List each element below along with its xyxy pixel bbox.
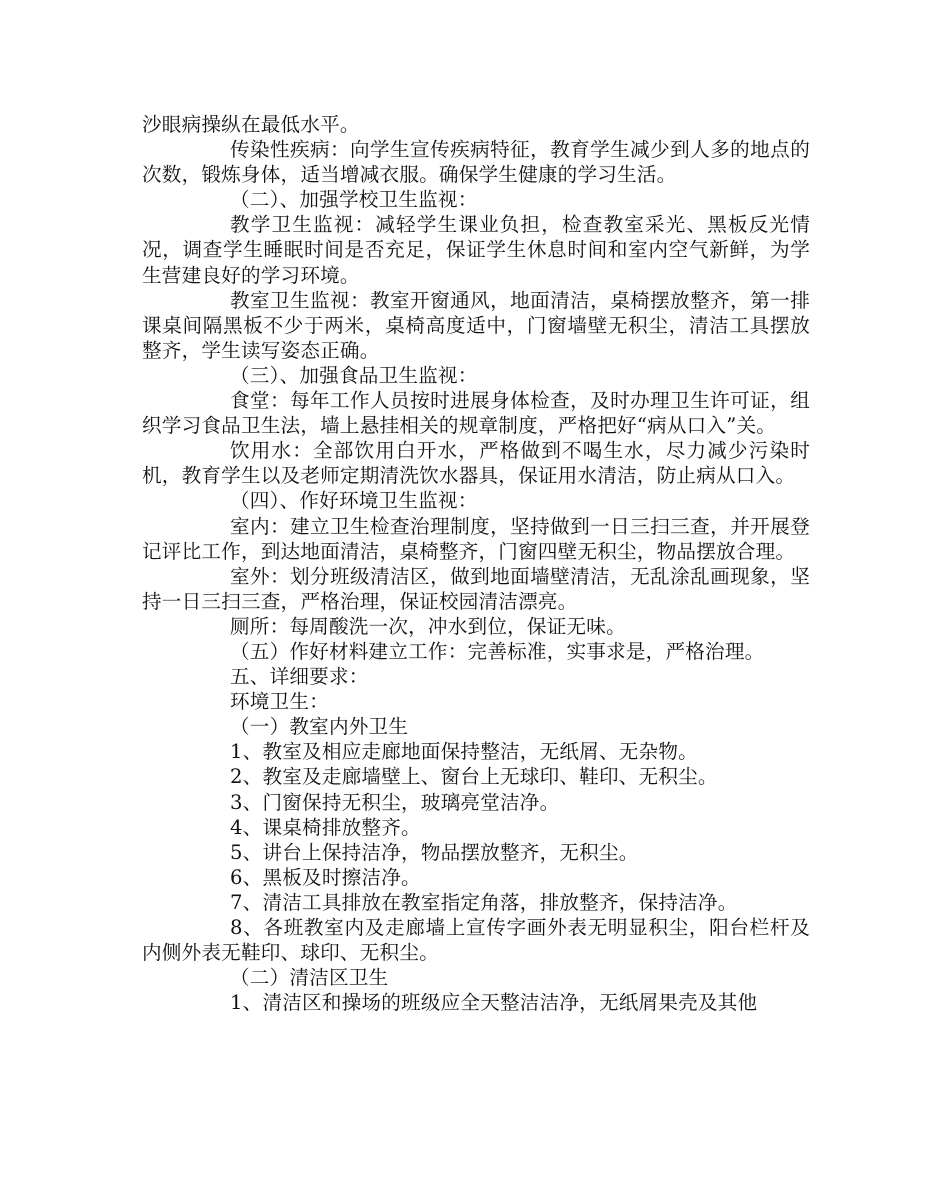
list-item: 6、黑板及时擦洁净。 [230, 865, 421, 889]
section-heading: （四）、作好环境卫生监视： [230, 489, 478, 513]
section-heading: 五、详细要求： [230, 665, 369, 689]
paragraph: 室内：建立卫生检查治理制度，坚持做到一日三扫三查，并开展登记评比工作，到达地面清洁，桌椅整齐，门窗四壁无积尘，物品摆放合理。 [142, 514, 810, 563]
paragraph: 饮用水：全部饮用白开水，严格做到不喝生水，尽力减少污染时机，教育学生以及老师定期清洗饮水器具，保证用水清洁，防止病从口入。 [142, 439, 810, 488]
subsection-heading: 环境卫生： [230, 690, 329, 714]
list-item: 1、教室及相应走廊地面保持整洁，无纸屑、无杂物。 [230, 740, 698, 764]
section-heading: （五）作好材料建立工作：完善标准，实事求是，严格治理。 [230, 639, 765, 663]
list-item: 4、课桌椅排放整齐。 [230, 815, 421, 839]
paragraph: 沙眼病操纵在最低水平。 [142, 113, 360, 136]
list-item: 3、门窗保持无积尘，玻璃亮堂洁净。 [230, 790, 560, 814]
list-item: 2、教室及走廊墙壁上、窗台上无球印、鞋印、无积尘。 [230, 765, 718, 789]
list-item: 1、清洁区和操场的班级应全天整洁洁净，无纸屑果壳及其他 [230, 991, 758, 1015]
paragraph: 厕所：每周酸洗一次，冲水到位，保证无味。 [230, 614, 626, 638]
paragraph: 室外：划分班级清洁区，做到地面墙壁清洁，无乱涂乱画现象，坚持一日三扫三查，严格治理，保证校园清洁漂亮。 [142, 564, 810, 613]
paragraph: 传染性疾病：向学生宣传疾病特征，教育学生减少到人多的地点的次数，锻炼身体，适当增减衣服。确保学生健康的学习生活。 [142, 138, 810, 187]
subsection-heading: （一）教室内外卫生 [230, 715, 409, 739]
list-item: 5、讲台上保持洁净，物品摆放整齐，无积尘。 [230, 840, 639, 864]
paragraph: 教室卫生监视：教室开窗通风，地面清洁，桌椅摆放整齐，第一排课桌间隔黑板不少于两米，桌椅高度适中，门窗墙壁无积尘，清洁工具摆放整齐，学生读写姿态正确。 [142, 288, 810, 362]
list-item: 7、清洁工具排放在教室指定角落，排放整齐，保持洁净。 [230, 890, 738, 914]
list-item: 8、各班教室内及走廊墙上宣传字画外表无明显积尘，阳台栏杆及内侧外表无鞋印、球印、无积尘。 [142, 916, 810, 965]
paragraph: 食堂：每年工作人员按时进展身体检查，及时办理卫生许可证，组织学习食品卫生法，墙上悬挂相关的规章制度，严格把好“病从口入”关。 [142, 389, 810, 438]
section-heading: （三）、加强食品卫生监视： [230, 363, 478, 387]
document-page [142, 112, 810, 1015]
section-heading: （二）、加强学校卫生监视： [230, 188, 478, 212]
subsection-heading: （二）清洁区卫生 [230, 966, 389, 990]
paragraph: 教学卫生监视：减轻学生课业负担，检查教室采光、黑板反光情况，调查学生睡眠时间是否充足，保证学生休息时间和室内空气新鲜，为学生营建良好的学习环境。 [142, 213, 810, 287]
